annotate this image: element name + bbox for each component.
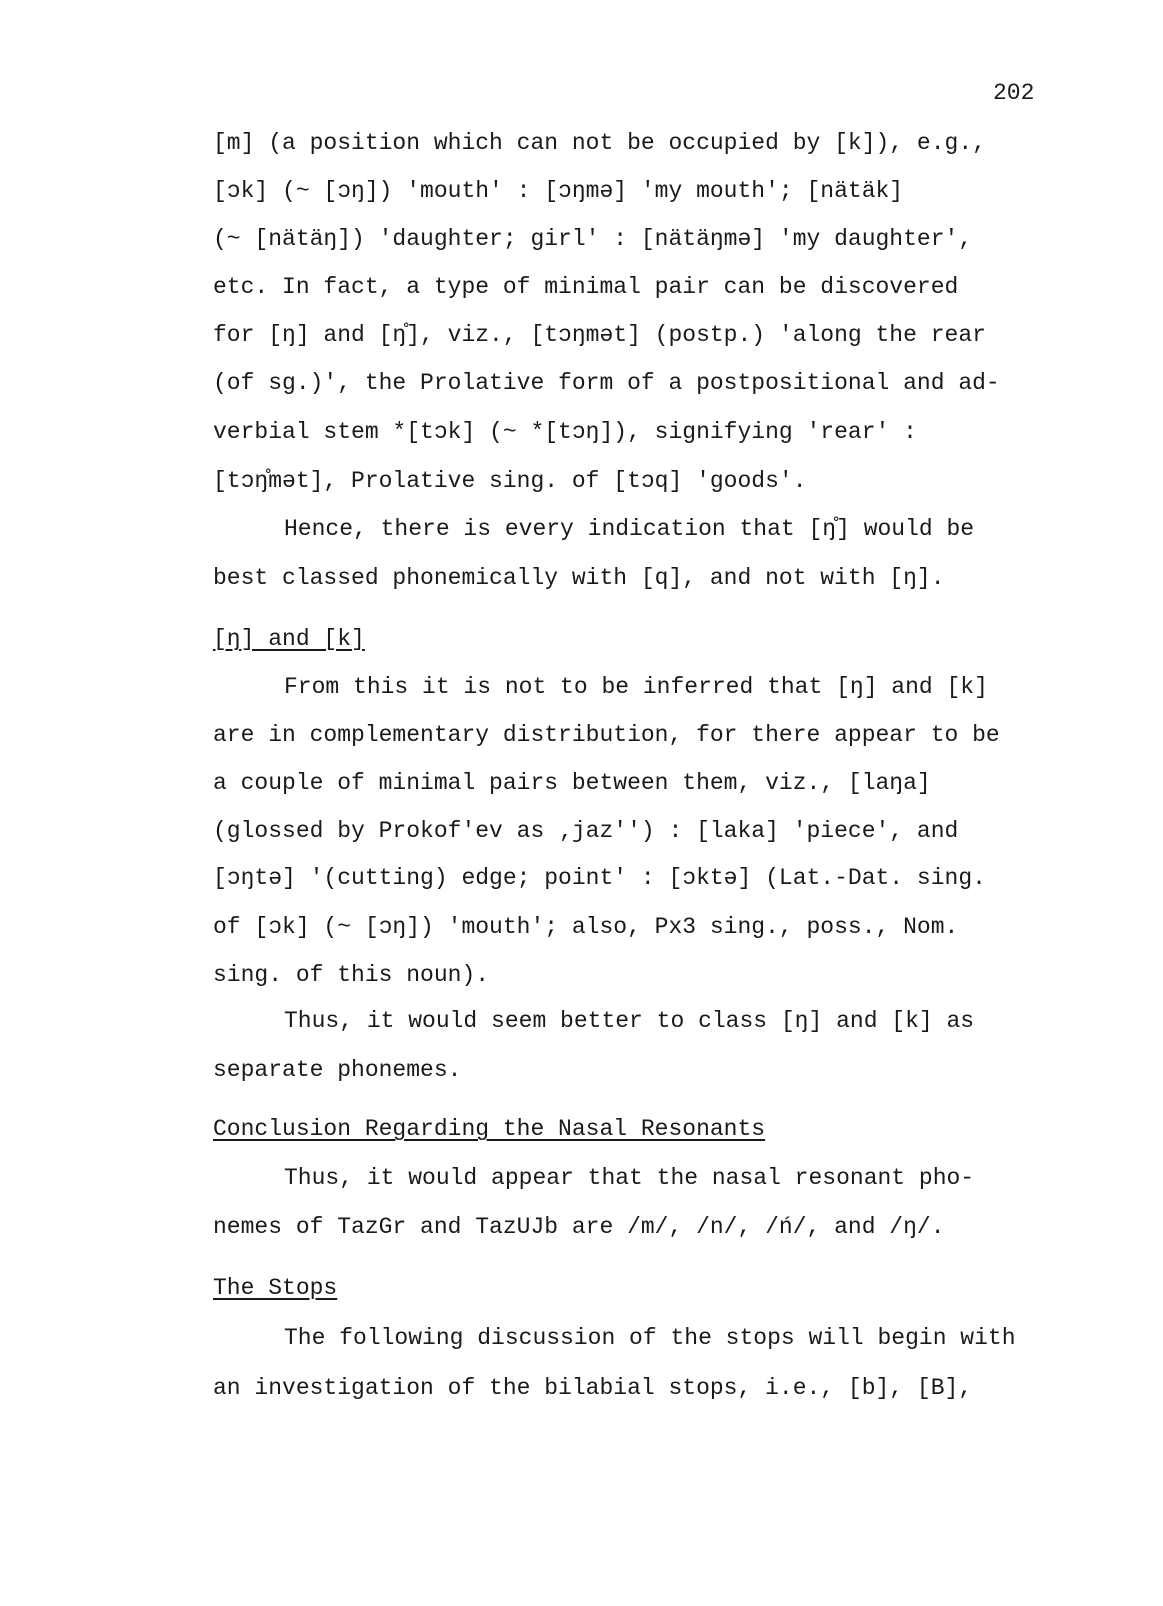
text-line: an investigation of the bilabial stops, i.e., [b], [B], <box>213 1375 973 1401</box>
text-line: Hence, there is every indication that [ŋ̊] would be <box>284 516 975 542</box>
text-line: (~ [nätäŋ]) 'daughter; girl' : [nätäŋmə] 'my daughter', <box>213 226 973 252</box>
text-line: Thus, it would seem better to class [ŋ] and [k] as <box>284 1008 975 1034</box>
text-line: nemes of TazGr and TazUJb are /m/, /n/, /ń/, and /ŋ/. <box>213 1214 945 1240</box>
text-line: (glossed by Prokof'ev as ‚jaz'') : [laka] 'piece', and <box>213 818 959 844</box>
text-line: [ɔk] (~ [ɔŋ]) 'mouth' : [ɔŋmə] 'my mouth'; [nätäk] <box>213 178 904 204</box>
text-line: best classed phonemically with [q], and not with [ŋ]. <box>213 565 945 591</box>
text-line: [ɔŋtə] '(cutting) edge; point' : [ɔktə] (Lat.-Dat. sing. <box>213 865 986 891</box>
text-line: From this it is not to be inferred that [ŋ] and [k] <box>284 674 988 700</box>
text-line: a couple of minimal pairs between them, viz., [laŋa] <box>213 770 931 796</box>
section-heading: The Stops <box>213 1275 338 1301</box>
text-line: sing. of this noun). <box>213 962 490 988</box>
text-line: [tɔŋ̊mət], Prolative sing. of [tɔq] 'goods'. <box>213 468 807 494</box>
text-line: separate phonemes. <box>213 1057 462 1083</box>
section-heading: [ŋ] and [k] <box>213 626 365 652</box>
page-number: 202 <box>993 80 1035 106</box>
text-line: The following discussion of the stops will begin with <box>284 1325 1016 1351</box>
text-line: [m] (a position which can not be occupied by [k]), e.g., <box>213 130 986 156</box>
text-line: of [ɔk] (~ [ɔŋ]) 'mouth'; also, Px3 sing., poss., Nom. <box>213 914 959 940</box>
text-line: (of sg.)', the Prolative form of a postpositional and ad- <box>213 370 1000 396</box>
text-line: for [ŋ] and [ŋ̊], viz., [tɔŋmət] (postp.) 'along the rear <box>213 322 986 348</box>
text-line: etc. In fact, a type of minimal pair can be discovered <box>213 274 959 300</box>
text-line: are in complementary distribution, for there appear to be <box>213 722 1000 748</box>
text-line: verbial stem *[tɔk] (~ *[tɔŋ]), signifying 'rear' : <box>213 419 917 445</box>
text-line: Thus, it would appear that the nasal resonant pho- <box>284 1165 975 1191</box>
section-heading: Conclusion Regarding the Nasal Resonants <box>213 1116 766 1142</box>
